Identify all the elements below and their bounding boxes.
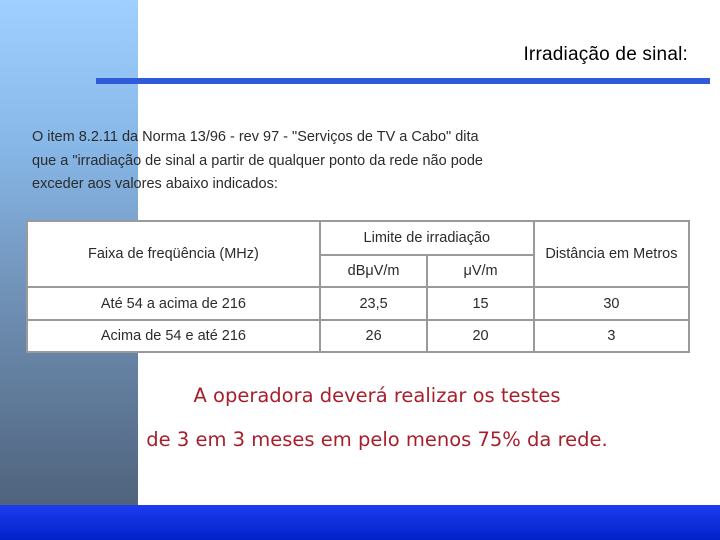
cell-uv: 20 xyxy=(427,320,533,352)
header-irradiation-limit: Limite de irradiação xyxy=(320,221,534,255)
note-line-1: A operadora deverá realizar os testes xyxy=(193,384,561,407)
intro-line-3: exceder aos valores abaixo indicados: xyxy=(32,176,278,192)
slide-title: Irradiação de sinal: xyxy=(523,44,688,65)
cell-dbuv: 23,5 xyxy=(320,287,427,319)
cell-frequency: Acima de 54 e até 216 xyxy=(27,320,320,352)
irradiation-limits-table xyxy=(26,220,690,353)
intro-line-1: O item 8.2.11 da Norma 13/96 - rev 97 - "Serviços de TV a Cabo" dita xyxy=(32,129,479,145)
header-dbuv-per-m: dBμV/m xyxy=(320,255,427,287)
header-uv-per-m: μV/m xyxy=(427,255,533,287)
header-distance: Distância em Metros xyxy=(534,221,689,287)
cell-dbuv: 26 xyxy=(320,320,427,352)
bottom-blue-bar xyxy=(0,505,720,540)
header-frequency-range: Faixa de freqüência (MHz) xyxy=(27,221,320,287)
title-underline xyxy=(96,78,710,84)
cell-uv: 15 xyxy=(427,287,533,319)
table-row xyxy=(27,287,689,319)
cell-distance: 30 xyxy=(534,287,689,319)
intro-line-2: que a "irradiação de sinal a partir de qualquer ponto da rede não pode xyxy=(32,152,483,169)
cell-frequency: Até 54 a acima de 216 xyxy=(27,287,320,319)
note-line-2: de 3 em 3 meses em pelo menos 75% da rede. xyxy=(146,428,608,451)
table-row xyxy=(27,320,689,352)
intro-paragraph xyxy=(32,126,572,197)
cell-distance: 3 xyxy=(534,320,689,352)
